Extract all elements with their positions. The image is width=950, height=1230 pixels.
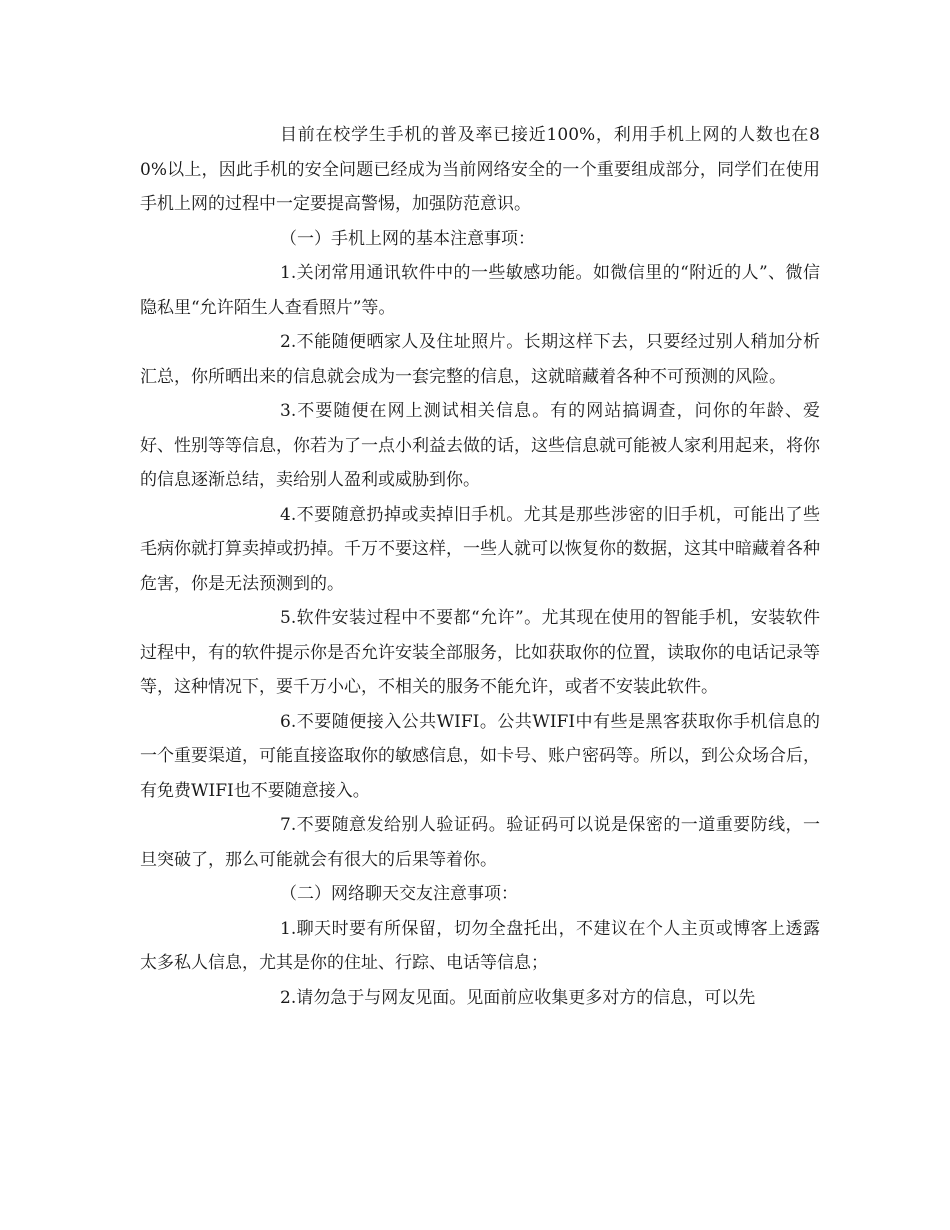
list-item-2-1: 1.聊天时要有所保留，切勿全盘托出，不建议在个人主页或博客上透露太多私人信息，尤其是你的住址、行踪、电话等信息； bbox=[140, 918, 820, 973]
list-item-7: 7.不要随意发给别人验证码。验证码可以说是保密的一道重要防线，一旦突破了，那么可能就会有很大的后果等着你。 bbox=[140, 815, 820, 870]
list-item-2: 2.不能随便晒家人及住址照片。长期这样下去，只要经过别人稍加分析汇总，你所晒出来的信息就会成为一套完整的信息，这就暗藏着各种不可预测的风险。 bbox=[140, 332, 820, 387]
list-item-1: 1.关闭常用通讯软件中的一些敏感功能。如微信里的“附近的人”、微信隐私里“允许陌生人查看照片”等。 bbox=[140, 263, 820, 318]
list-item-4: 4.不要随意扔掉或卖掉旧手机。尤其是那些涉密的旧手机，可能出了些毛病你就打算卖掉或扔掉。千万不要这样，一些人就可以恢复你的数据，这其中暗藏着各种危害，你是无法预测到的。 bbox=[140, 504, 820, 594]
paragraph-intro: 目前在校学生手机的普及率已接近100%，利用手机上网的人数也在80%以上，因此手机的安全问题已经成为当前网络安全的一个重要组成部分，同学们在使用手机上网的过程中一定要提高警惕，加强防范意识。 bbox=[140, 125, 820, 214]
list-item-5: 5.软件安装过程中不要都“允许”。尤其现在使用的智能手机，安装软件过程中，有的软件提示你是否允许安装全部服务，比如获取你的位置，读取你的电话记录等等，这种情况下，要千万小心，不相关的服务不能允许，或者不安装此软件。 bbox=[140, 608, 820, 697]
document-body bbox=[140, 118, 820, 1015]
section-heading-2: （二）网络聊天交友注意事项： bbox=[280, 884, 518, 904]
list-item-3: 3.不要随便在网上测试相关信息。有的网站搞调查，问你的年龄、爱好、性别等等信息，你若为了一点小利益去做的话，这些信息就可能被人家利用起来，将你的信息逐渐总结，卖给别人盈利或威胁到你。 bbox=[140, 401, 820, 490]
list-item-2-2: 2.请勿急于与网友见面。见面前应收集更多对方的信息，可以先 bbox=[280, 987, 756, 1008]
list-item-6: 6.不要随便接入公共WIFI。公共WIFI中有些是黑客获取你手机信息的一个重要渠道，可能直接盗取你的敏感信息，如卡号、账户密码等。所以，到公众场合后，有免费WIFI也不要随意接入。 bbox=[140, 711, 820, 801]
section-heading-1: （一）手机上网的基本注意事项： bbox=[280, 228, 535, 249]
